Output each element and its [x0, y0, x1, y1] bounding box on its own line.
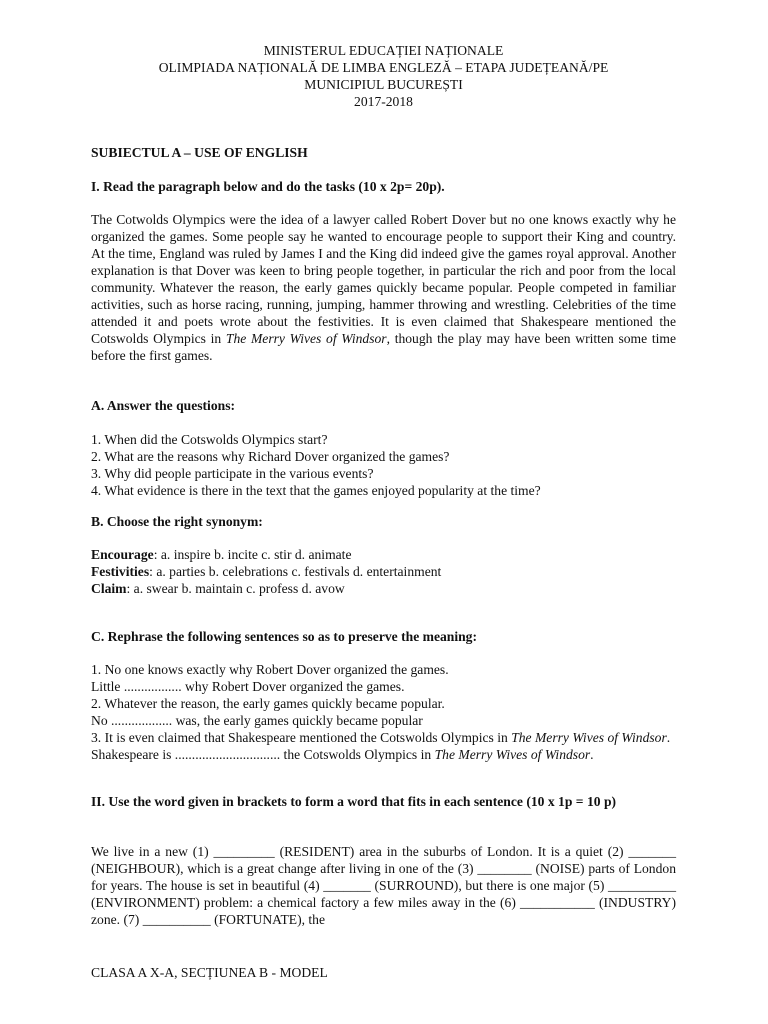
rephrase-answer: Little ................. why Robert Dover organized the games.	[91, 679, 405, 694]
rephrase-answer: No .................. was, the early games quickly became popular	[91, 713, 423, 728]
rephrase-sentence	[91, 729, 676, 746]
question-item: 4. What evidence is there in the text that the games enjoyed popularity at the time?	[91, 483, 541, 498]
rephrase-sentence: 1. No one knows exactly why Robert Dover organized the games.	[91, 662, 449, 677]
partB-title: B. Choose the right synonym:	[91, 514, 263, 529]
synonym-item	[91, 546, 676, 563]
rephrase-sentence: 2. Whatever the reason, the early games quickly became popular.	[91, 696, 445, 711]
section2-title: II. Use the word given in brackets to form a word that fits in each sentence (10 x 1p = 10 p)	[91, 794, 617, 809]
synonym-word: Claim	[91, 581, 127, 596]
section1-title: I. Read the paragraph below and do the tasks (10 x 2p= 20p).	[91, 179, 445, 194]
question-item: 2. What are the reasons why Richard Dover organized the games?	[91, 449, 450, 464]
play-title: The Merry Wives of Windsor	[434, 747, 591, 762]
section2-paragraph: We live in a new (1) _________ (RESIDENT) area in the suburbs of London. It is a quiet (2) _______ (NEIGHBOUR), which is a great change after living in one of the (3) ________ (NOISE) parts of London for years. The house is set in beautiful (4) _______ (SURROUND), but there is one major (5) __________ (ENVIRONMENT) problem: a chemical factory a few miles away in the (6) ___________ (INDUSTRY) zone. (7) __________ (FORTUNATE), the	[91, 844, 676, 927]
document-header	[91, 42, 676, 110]
header-year: 2017-2018	[354, 94, 413, 109]
subject-title: SUBIECTUL A – USE OF ENGLISH	[91, 145, 308, 160]
section1-paragraph	[91, 211, 676, 364]
partA-questions	[91, 431, 676, 499]
sentence-end: .	[666, 730, 671, 745]
question-item: 1. When did the Cotswolds Olympics start?	[91, 432, 328, 447]
synonym-word: Festivities	[91, 564, 150, 579]
partC-title: C. Rephrase the following sentences so as to preserve the meaning:	[91, 629, 477, 644]
header-city: MUNICIPIUL BUCUREȘTI	[304, 77, 463, 92]
partA-title: A. Answer the questions:	[91, 398, 236, 413]
synonym-item	[91, 580, 676, 597]
answer-text: Shakespeare is ............................... the Cotswolds Olympics in	[91, 747, 435, 762]
synonym-word: Encourage	[91, 547, 154, 562]
play-title: The Merry Wives of Windsor	[225, 331, 387, 346]
partB-items	[91, 546, 676, 597]
rephrase-answer	[91, 746, 676, 763]
page-footer: CLASA A X-A, SECȚIUNEA B - MODEL	[91, 965, 328, 980]
paragraph-text: The Cotwolds Olympics were the idea of a lawyer called Robert Dover but no one knows exactly why he organized the games. Some people say he wanted to encourage people to support their King and country. At the time, England was ruled by James I and the King did indeed give the games royal approval. Another explanation is that Dover was keen to bring people together, in particular the rich and poor from the local community. Whatever the reason, the early games quickly became popular. People competed in familiar activities, such as horse racing, running, jumping, hammer throwing and wrestling. Celebrities of the time attended it and poets wrote about the festivities. It is even claimed that Shakespeare mentioned the Cotswolds Olympics in	[91, 212, 676, 346]
question-item: 3. Why did people participate in the various events?	[91, 466, 374, 481]
header-olympiad: OLIMPIADA NAȚIONALĂ DE LIMBA ENGLEZĂ – ETAPA JUDEȚEANĂ/PE	[158, 60, 609, 75]
play-title: The Merry Wives of Windsor	[511, 730, 667, 745]
paragraph-text-end: , though the play may have been written some time before the first games.	[91, 331, 677, 363]
synonym-options: : a. parties b. celebrations c. festivals d. entertainment	[149, 564, 442, 579]
synonym-options: : a. inspire b. incite c. stir d. animate	[153, 547, 352, 562]
partC-items	[91, 661, 676, 763]
synonym-item	[91, 563, 676, 580]
sentence-text: 3. It is even claimed that Shakespeare mentioned the Cotswolds Olympics in	[91, 730, 512, 745]
header-ministry: MINISTERUL EDUCAȚIEI NAȚIONALE	[263, 43, 504, 58]
synonym-options: : a. swear b. maintain c. profess d. avow	[126, 581, 345, 596]
answer-end: .	[590, 747, 594, 762]
